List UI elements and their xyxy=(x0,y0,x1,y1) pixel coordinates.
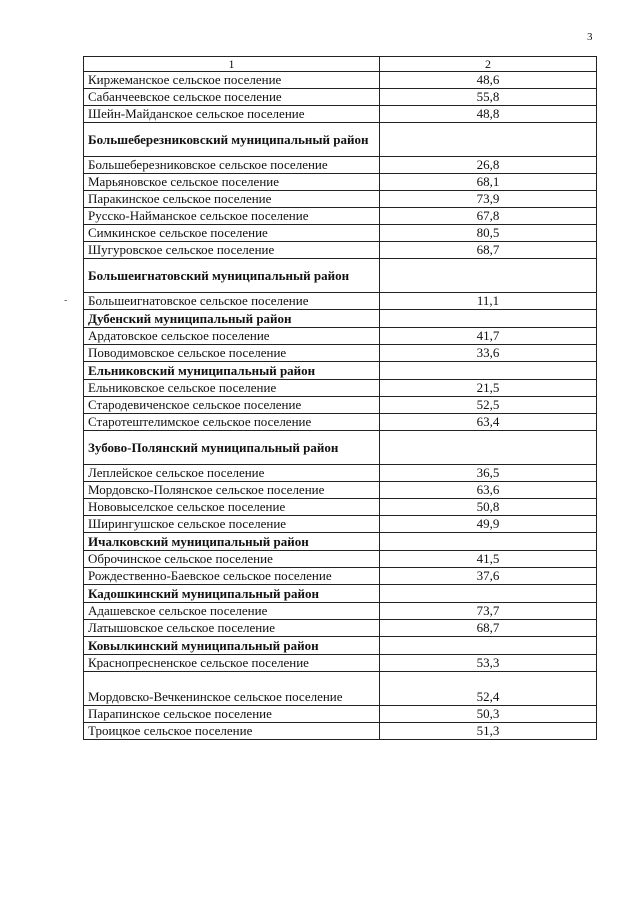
table-row xyxy=(84,380,597,397)
district-row xyxy=(84,585,597,603)
settlement-value xyxy=(380,585,597,603)
settlement-name: Большеберезниковское сельское поселение xyxy=(84,157,380,174)
district-row xyxy=(84,533,597,551)
settlement-name: Мордовско-Вечкенинское сельское поселение xyxy=(84,672,380,706)
settlement-value xyxy=(380,310,597,328)
settlement-value: 48,8 xyxy=(380,106,597,123)
table-row xyxy=(84,174,597,191)
district-name: Ковылкинский муниципальный район xyxy=(84,637,380,655)
settlement-value: 51,3 xyxy=(380,723,597,740)
district-row xyxy=(84,362,597,380)
table-row xyxy=(84,225,597,242)
settlement-name: Русско-Найманское сельское поселение xyxy=(84,208,380,225)
settlement-value: 73,7 xyxy=(380,603,597,620)
table-row xyxy=(84,706,597,723)
settlement-value: 41,5 xyxy=(380,551,597,568)
settlement-value: 41,7 xyxy=(380,328,597,345)
settlement-value: 36,5 xyxy=(380,465,597,482)
district-name: Дубенский муниципальный район xyxy=(84,310,380,328)
settlement-value: 49,9 xyxy=(380,516,597,533)
table-row xyxy=(84,106,597,123)
settlement-value: 26,8 xyxy=(380,157,597,174)
settlement-value: 80,5 xyxy=(380,225,597,242)
table-row xyxy=(84,516,597,533)
settlement-name: Мордовско-Полянское сельское поселение xyxy=(84,482,380,499)
table-row xyxy=(84,414,597,431)
settlement-name: Симкинское сельское поселение xyxy=(84,225,380,242)
settlement-value: 52,5 xyxy=(380,397,597,414)
district-name: Ельниковский муниципальный район xyxy=(84,362,380,380)
settlement-value: 50,8 xyxy=(380,499,597,516)
settlement-value: 52,4 xyxy=(380,672,597,706)
settlement-name: Адашевское сельское поселение xyxy=(84,603,380,620)
table-row xyxy=(84,655,597,672)
table-row xyxy=(84,191,597,208)
settlement-name: Паракинское сельское поселение xyxy=(84,191,380,208)
table-row xyxy=(84,89,597,106)
settlement-name: Латышовское сельское поселение xyxy=(84,620,380,637)
settlement-name: Стародевиченское сельское поселение xyxy=(84,397,380,414)
table-row xyxy=(84,397,597,414)
settlement-name: Старотештелимское сельское поселение xyxy=(84,414,380,431)
table-row xyxy=(84,568,597,585)
settlement-name: Киржеманское сельское поселение xyxy=(84,72,380,89)
page-number: 3 xyxy=(587,31,593,43)
settlement-value: 37,6 xyxy=(380,568,597,585)
settlement-name: Ардатовское сельское поселение xyxy=(84,328,380,345)
settlement-name: Большеигнатовское сельское поселение xyxy=(84,293,380,310)
district-row xyxy=(84,259,597,293)
settlement-value: 67,8 xyxy=(380,208,597,225)
settlement-value: 48,6 xyxy=(380,72,597,89)
table-row xyxy=(84,672,597,706)
header-cell-2: 2 xyxy=(380,57,597,72)
settlement-name: Ельниковское сельское поселение xyxy=(84,380,380,397)
district-name: Зубово-Полянский муниципальный район xyxy=(84,431,380,465)
settlement-name: Рождественно-Баевское сельское поселение xyxy=(84,568,380,585)
settlement-value xyxy=(380,362,597,380)
table-row xyxy=(84,499,597,516)
settlement-name: Оброчинское сельское поселение xyxy=(84,551,380,568)
settlement-value xyxy=(380,637,597,655)
settlement-name: Поводимовское сельское поселение xyxy=(84,345,380,362)
table-row xyxy=(84,208,597,225)
settlement-value: 63,4 xyxy=(380,414,597,431)
district-name: Большеберезниковский муниципальный район xyxy=(84,123,380,157)
table-row xyxy=(84,328,597,345)
district-row xyxy=(84,310,597,328)
district-row xyxy=(84,637,597,655)
district-row xyxy=(84,123,597,157)
settlement-value: 68,1 xyxy=(380,174,597,191)
settlement-value xyxy=(380,123,597,157)
settlement-value: 50,3 xyxy=(380,706,597,723)
settlement-value: 11,1 xyxy=(380,293,597,310)
district-name: Ичалковский муниципальный район xyxy=(84,533,380,551)
settlement-value: 53,3 xyxy=(380,655,597,672)
settlement-value: 63,6 xyxy=(380,482,597,499)
settlement-value: 68,7 xyxy=(380,620,597,637)
settlement-value xyxy=(380,533,597,551)
settlement-name: Ширингушское сельское поселение xyxy=(84,516,380,533)
settlement-name: Марьяновское сельское поселение xyxy=(84,174,380,191)
settlement-name: Нововыселское сельское поселение xyxy=(84,499,380,516)
settlement-name: Леплейское сельское поселение xyxy=(84,465,380,482)
margin-mark: - xyxy=(64,295,68,306)
header-cell-1: 1 xyxy=(84,57,380,72)
settlement-name: Шейн-Майданское сельское поселение xyxy=(84,106,380,123)
settlement-value: 21,5 xyxy=(380,380,597,397)
table-row xyxy=(84,620,597,637)
table-row xyxy=(84,603,597,620)
settlement-value xyxy=(380,431,597,465)
table-row xyxy=(84,242,597,259)
table-row xyxy=(84,345,597,362)
district-name: Кадошкинский муниципальный район xyxy=(84,585,380,603)
settlement-name: Парапинское сельское поселение xyxy=(84,706,380,723)
table-row xyxy=(84,465,597,482)
table-row xyxy=(84,551,597,568)
table-row xyxy=(84,482,597,499)
settlement-value: 73,9 xyxy=(380,191,597,208)
settlement-value xyxy=(380,259,597,293)
settlements-table xyxy=(83,56,597,740)
table-row xyxy=(84,723,597,740)
district-name: Большеигнатовский муниципальный район xyxy=(84,259,380,293)
table-row xyxy=(84,72,597,89)
table-row xyxy=(84,157,597,174)
settlement-value: 55,8 xyxy=(380,89,597,106)
settlement-name: Сабанчеевское сельское поселение xyxy=(84,89,380,106)
table-header-row xyxy=(84,57,597,72)
district-row xyxy=(84,431,597,465)
settlement-name: Шугуровское сельское поселение xyxy=(84,242,380,259)
settlement-value: 68,7 xyxy=(380,242,597,259)
settlement-name: Троицкое сельское поселение xyxy=(84,723,380,740)
settlement-value: 33,6 xyxy=(380,345,597,362)
settlement-name: Краснопресненское сельское поселение xyxy=(84,655,380,672)
table-row xyxy=(84,293,597,310)
